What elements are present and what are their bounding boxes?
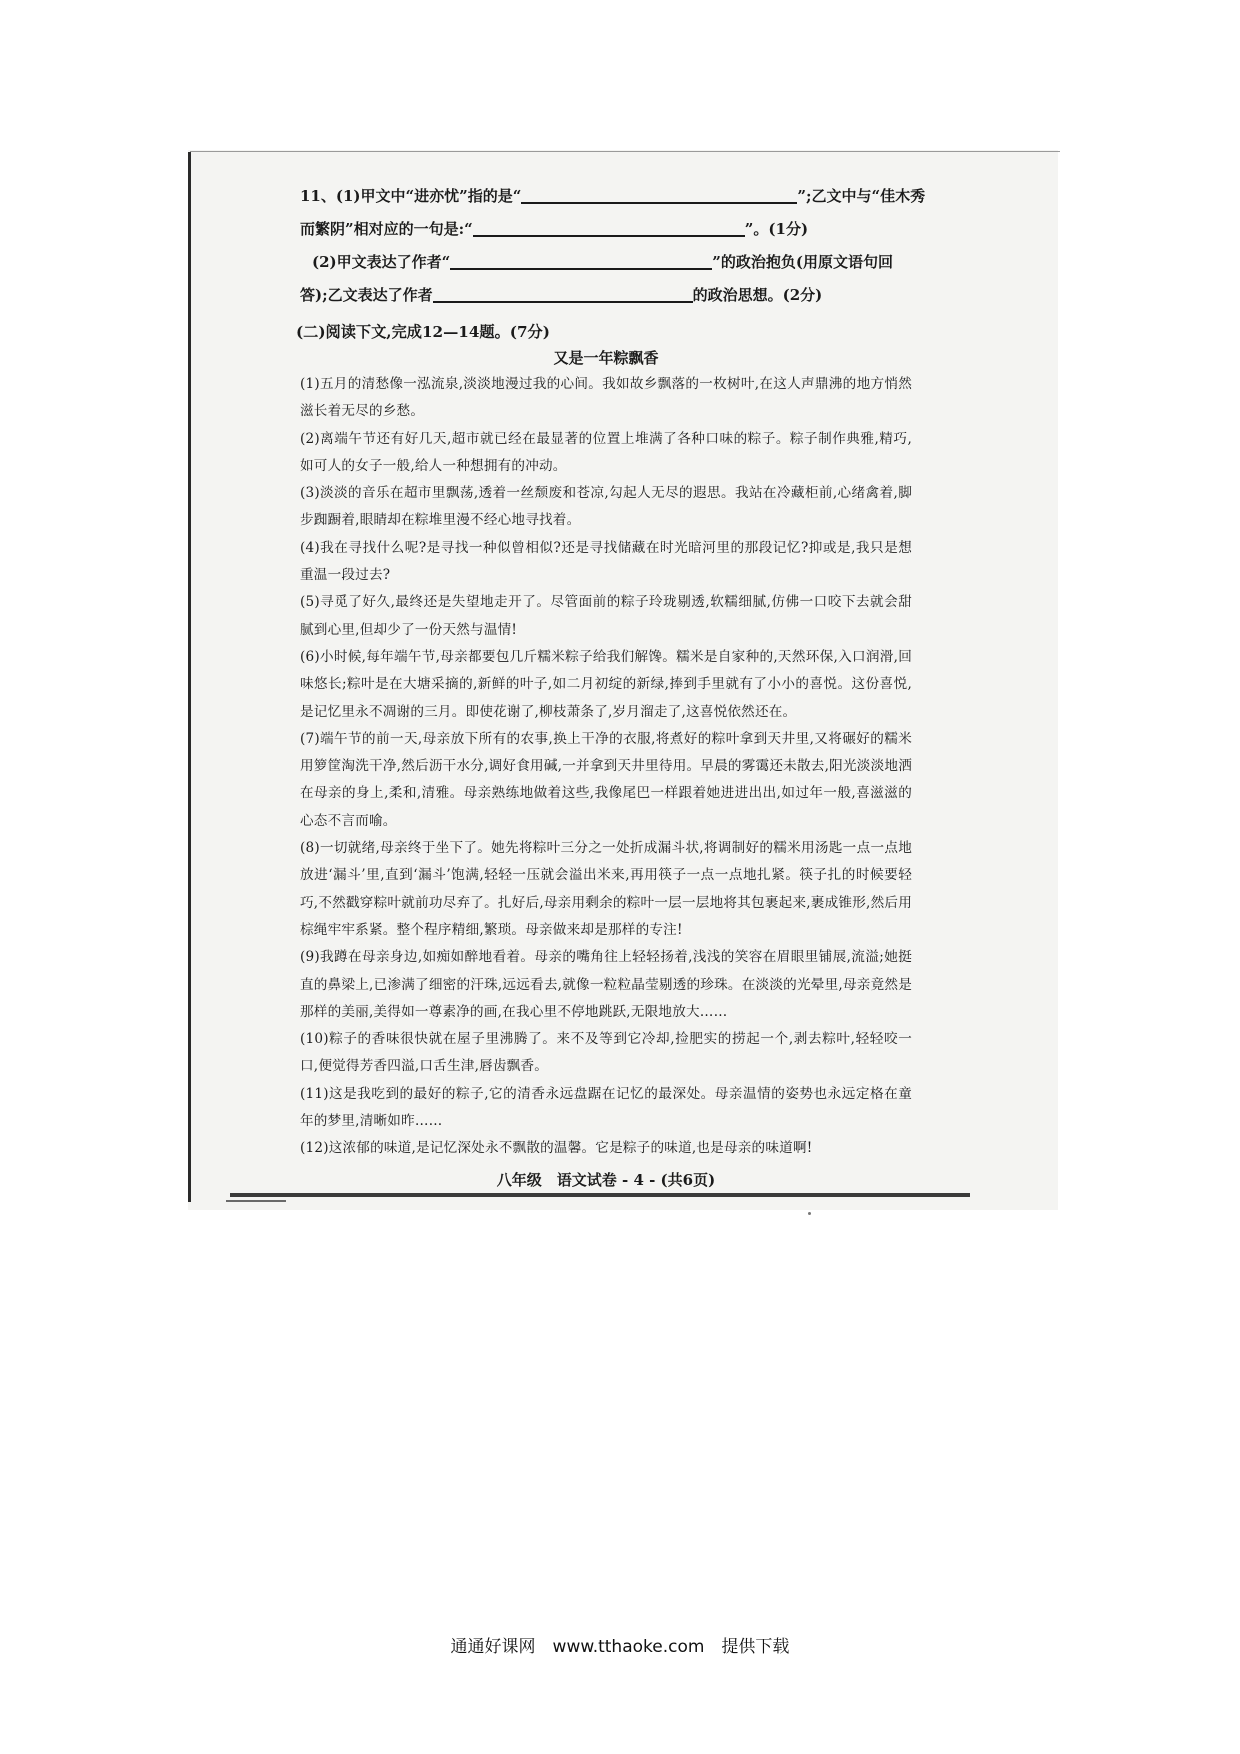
paragraph: (8)一切就绪,母亲终于坐下了。她先将粽叶三分之一处折成漏斗状,将调制好的糯米用汤匙一点一点地放进‘漏斗’里,直到‘漏斗’饱满,轻轻一压就会溢出米来,再用筷子一点一点地扎紧。筷子扎的时候要轻巧,不然戳穿粽叶就前功尽弃了。扎好后,母亲用剩余的粽叶一层一层地将其包裹起来,裹成锥形,然后用棕绳牢牢系紧。整个程序精细,繁琐。母亲做来却是那样的专注!	[300, 840, 912, 938]
question-text: ”。(1分)	[744, 220, 809, 238]
paragraph: (5)寻觅了好久,最终还是失望地走开了。尽管面前的粽子玲珑剔透,软糯细腻,仿佛一口咬下去就会甜腻到心里,但却少了一份天然与温情!	[300, 594, 912, 638]
paragraph: (3)淡淡的音乐在超市里飘荡,透着一丝颓废和苍凉,勾起人无尽的遐思。我站在冷藏柜前,心绪禽着,脚步踟蹰着,眼睛却在粽堆里漫不经心地寻找着。	[300, 485, 912, 529]
question-text: ”的政治抱负(用原文语句回	[712, 253, 893, 271]
exam-content	[296, 180, 926, 1195]
paragraph: (10)粽子的香味很快就在屋子里沸腾了。来不及等到它冷却,捡肥实的捞起一个,剥去粽叶,轻轻咬一口,便觉得芳香四溢,口舌生津,唇齿飘香。	[300, 1031, 912, 1075]
answer-blank[interactable]	[433, 283, 693, 303]
page-bottom-edge-fragment	[226, 1200, 286, 1202]
article-body	[300, 371, 912, 1163]
paragraph: (2)离端午节还有好几天,超市就已经在最显著的位置上堆满了各种口味的粽子。粽子制作典雅,精巧,如可人的女子一般,给人一种想拥有的冲动。	[300, 430, 912, 474]
paragraph: (11)这是我吃到的最好的粽子,它的清香永远盘踞在记忆的最深处。母亲温情的姿势也永远定格在童年的梦里,清晰如昨……	[300, 1085, 912, 1130]
scan-speck	[808, 1212, 811, 1215]
answer-blank[interactable]	[521, 184, 797, 204]
section-heading: (二)阅读下文,完成12—14题。(7分)	[296, 323, 550, 341]
paragraph: (9)我蹲在母亲身边,如痴如醉地看着。母亲的嘴角往上轻轻扬着,浅浅的笑容在眉眼里铺展,流溢;她挺直的鼻梁上,已渗满了细密的汗珠,远远看去,就像一粒粒晶莹剔透的珍珠。在淡淡的光晕里,母亲竟然是那样的美丽,美得如一尊素净的画,在我心里不停地跳跃,无限地放大……	[300, 949, 912, 1020]
paragraph: (12)这浓郁的味道,是记忆深处永不飘散的温馨。它是粽子的味道,也是母亲的味道啊!	[300, 1140, 813, 1157]
page-top-edge	[190, 151, 1060, 152]
question-11-2-line1	[300, 246, 912, 279]
question-text: 而繁阴”相对应的一句是:“	[300, 220, 473, 238]
question-text: (2)甲文表达了作者“	[312, 253, 451, 271]
question-text: ”;乙文中与“佳木秀	[797, 187, 926, 205]
paragraph: (6)小时候,每年端午节,母亲都要包几斤糯米粽子给我们解馋。糯米是自家种的,天然环保,入口润滑,回味悠长;粽叶是在大塘采摘的,新鲜的叶子,如二月初绽的新绿,捧到手里就有了小小的喜悦。这份喜悦,是记忆里永不凋谢的三月。即使花谢了,柳枝萧条了,岁月溜走了,这喜悦依然还在。	[300, 648, 912, 720]
question-11-1-line1	[300, 180, 926, 213]
download-credit: 通通好课网 www.tthaoke.com 提供下载	[450, 1637, 790, 1657]
paragraph: (7)端午节的前一天,母亲放下所有的农事,换上干净的衣服,将煮好的粽叶拿到天井里,又将碾好的糯米用箩筐淘洗干净,然后沥干水分,调好食用碱,一并拿到天井里待用。早晨的雾霭还未散去,阳光淡淡地洒在母亲的身上,柔和,清雅。母亲熟练地做着这些,我像尾巴一样跟着她进进出出,如过年一般,喜滋滋的心态不言而喻。	[300, 730, 912, 829]
answer-blank[interactable]	[450, 250, 712, 270]
article-title: 又是一年粽飘香	[553, 349, 659, 367]
page-footer: 八年级 语文试卷 - 4 - (共6页)	[496, 1170, 716, 1189]
question-text: 11、(1)甲文中“进亦忧”指的是“	[300, 187, 522, 205]
answer-blank[interactable]	[473, 217, 745, 237]
page-left-edge	[188, 152, 191, 1202]
question-text: 答);乙文表达了作者	[300, 286, 433, 304]
question-text: 的政治思想。(2分)	[692, 286, 823, 304]
question-11-1-line2	[300, 213, 912, 246]
question-11-2-line2	[300, 279, 912, 312]
paragraph: (4)我在寻找什么呢?是寻找一种似曾相似?还是寻找储藏在时光暗河里的那段记忆?抑或是,我只是想重温一段过去?	[300, 539, 912, 584]
paragraph: (1)五月的清愁像一泓流泉,淡淡地漫过我的心间。我如故乡飘落的一枚树叶,在这人声鼎沸的地方悄然滋长着无尽的乡愁。	[300, 376, 912, 420]
